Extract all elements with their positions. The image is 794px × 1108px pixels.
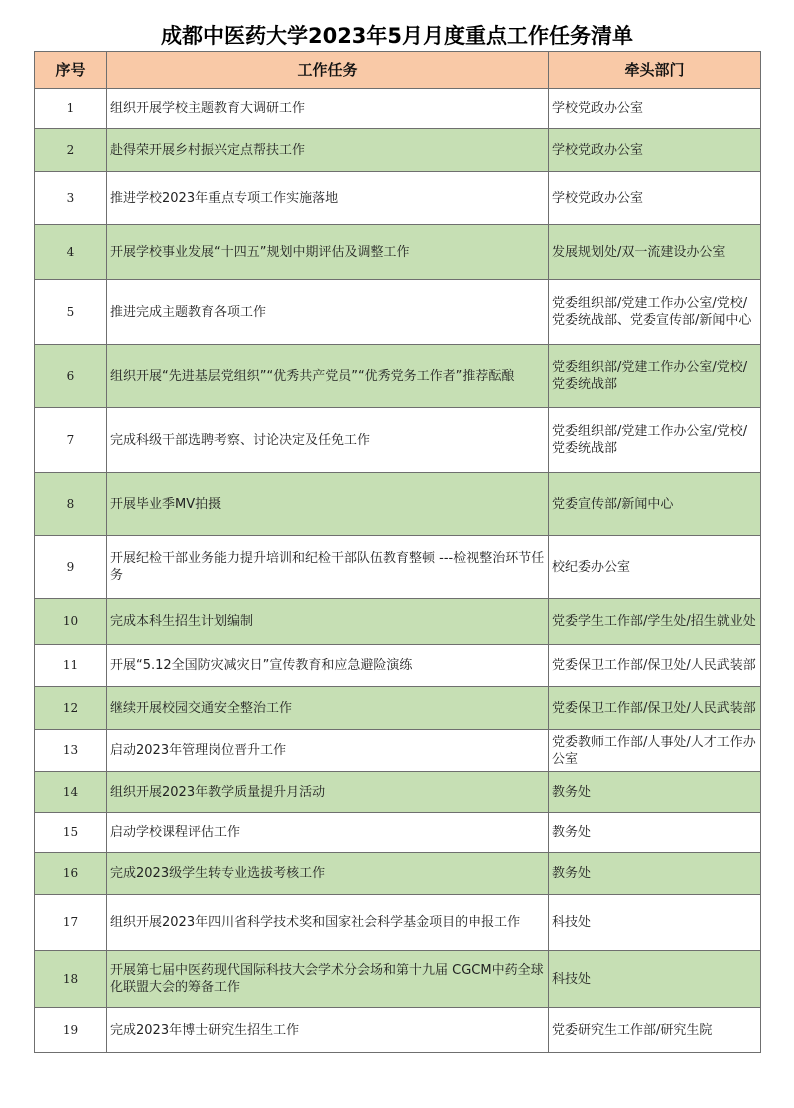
row-number: 13 [35, 730, 107, 772]
row-number: 12 [35, 687, 107, 730]
row-number: 9 [35, 536, 107, 599]
row-task: 开展毕业季MV拍摄 [107, 473, 549, 536]
table-row [35, 536, 761, 599]
row-number: 14 [35, 772, 107, 813]
column-header-dept: 牵头部门 [549, 52, 761, 89]
table-header-row [35, 52, 761, 89]
row-dept: 学校党政办公室 [549, 172, 761, 225]
row-task: 推进学校2023年重点专项工作实施落地 [107, 172, 549, 225]
row-dept: 科技处 [549, 951, 761, 1008]
table-row [35, 172, 761, 225]
table-row [35, 89, 761, 129]
row-dept: 学校党政办公室 [549, 89, 761, 129]
table-row [35, 895, 761, 951]
row-dept: 党委保卫工作部/保卫处/人民武装部 [549, 645, 761, 687]
row-dept: 党委学生工作部/学生处/招生就业处 [549, 599, 761, 645]
row-number: 16 [35, 853, 107, 895]
table-row [35, 408, 761, 473]
row-task: 组织开展“先进基层党组织”“优秀共产党员”“优秀党务工作者”推荐酝酿 [107, 345, 549, 408]
row-dept: 科技处 [549, 895, 761, 951]
table-row [35, 772, 761, 813]
table-row [35, 813, 761, 853]
row-number: 1 [35, 89, 107, 129]
row-number: 4 [35, 225, 107, 280]
row-number: 7 [35, 408, 107, 473]
row-task: 完成本科生招生计划编制 [107, 599, 549, 645]
table-row [35, 645, 761, 687]
table-row [35, 730, 761, 772]
row-number: 2 [35, 129, 107, 172]
row-task: 组织开展2023年教学质量提升月活动 [107, 772, 549, 813]
table-row [35, 853, 761, 895]
table-row [35, 1008, 761, 1053]
table-row [35, 345, 761, 408]
column-header-no: 序号 [35, 52, 107, 89]
row-dept: 党委研究生工作部/研究生院 [549, 1008, 761, 1053]
table-row [35, 225, 761, 280]
row-number: 19 [35, 1008, 107, 1053]
row-dept: 发展规划处/双一流建设办公室 [549, 225, 761, 280]
row-dept: 党委保卫工作部/保卫处/人民武装部 [549, 687, 761, 730]
table-row [35, 951, 761, 1008]
row-task: 完成科级干部选聘考察、讨论决定及任免工作 [107, 408, 549, 473]
row-dept: 党委教师工作部/人事处/人才工作办公室 [549, 730, 761, 772]
row-task: 启动2023年管理岗位晋升工作 [107, 730, 549, 772]
row-number: 3 [35, 172, 107, 225]
row-dept: 党委宣传部/新闻中心 [549, 473, 761, 536]
row-task: 继续开展校园交通安全整治工作 [107, 687, 549, 730]
page-title: 成都中医药大学2023年5月月度重点工作任务清单 [160, 24, 634, 48]
column-header-task: 工作任务 [107, 52, 549, 89]
row-task: 赴得荣开展乡村振兴定点帮扶工作 [107, 129, 549, 172]
row-number: 5 [35, 280, 107, 345]
row-number: 8 [35, 473, 107, 536]
row-dept: 教务处 [549, 772, 761, 813]
row-number: 6 [35, 345, 107, 408]
row-dept: 教务处 [549, 813, 761, 853]
row-task: 完成2023年博士研究生招生工作 [107, 1008, 549, 1053]
row-number: 18 [35, 951, 107, 1008]
row-dept: 党委组织部/党建工作办公室/党校/党委统战部 [549, 408, 761, 473]
row-dept: 教务处 [549, 853, 761, 895]
row-number: 11 [35, 645, 107, 687]
row-task: 组织开展2023年四川省科学技术奖和国家社会科学基金项目的申报工作 [107, 895, 549, 951]
row-dept: 党委组织部/党建工作办公室/党校/党委统战部、党委宣传部/新闻中心 [549, 280, 761, 345]
task-table [34, 51, 761, 1053]
row-task: 开展第七届中医药现代国际科技大会学术分会场和第十九届 CGCM中药全球化联盟大会的筹备工作 [107, 951, 549, 1008]
row-task: 开展纪检干部业务能力提升培训和纪检干部队伍教育整顿 ---检视整治环节任务 [107, 536, 549, 599]
row-number: 17 [35, 895, 107, 951]
row-task: 开展“5.12全国防灾减灾日”宣传教育和应急避险演练 [107, 645, 549, 687]
row-dept: 校纪委办公室 [549, 536, 761, 599]
row-dept: 学校党政办公室 [549, 129, 761, 172]
row-task: 开展学校事业发展“十四五”规划中期评估及调整工作 [107, 225, 549, 280]
table-row [35, 687, 761, 730]
table-row [35, 473, 761, 536]
table-row [35, 129, 761, 172]
row-dept: 党委组织部/党建工作办公室/党校/党委统战部 [549, 345, 761, 408]
row-number: 15 [35, 813, 107, 853]
row-task: 推进完成主题教育各项工作 [107, 280, 549, 345]
table-row [35, 599, 761, 645]
row-task: 组织开展学校主题教育大调研工作 [107, 89, 549, 129]
row-task: 启动学校课程评估工作 [107, 813, 549, 853]
row-number: 10 [35, 599, 107, 645]
table-row [35, 280, 761, 345]
row-task: 完成2023级学生转专业选拔考核工作 [107, 853, 549, 895]
